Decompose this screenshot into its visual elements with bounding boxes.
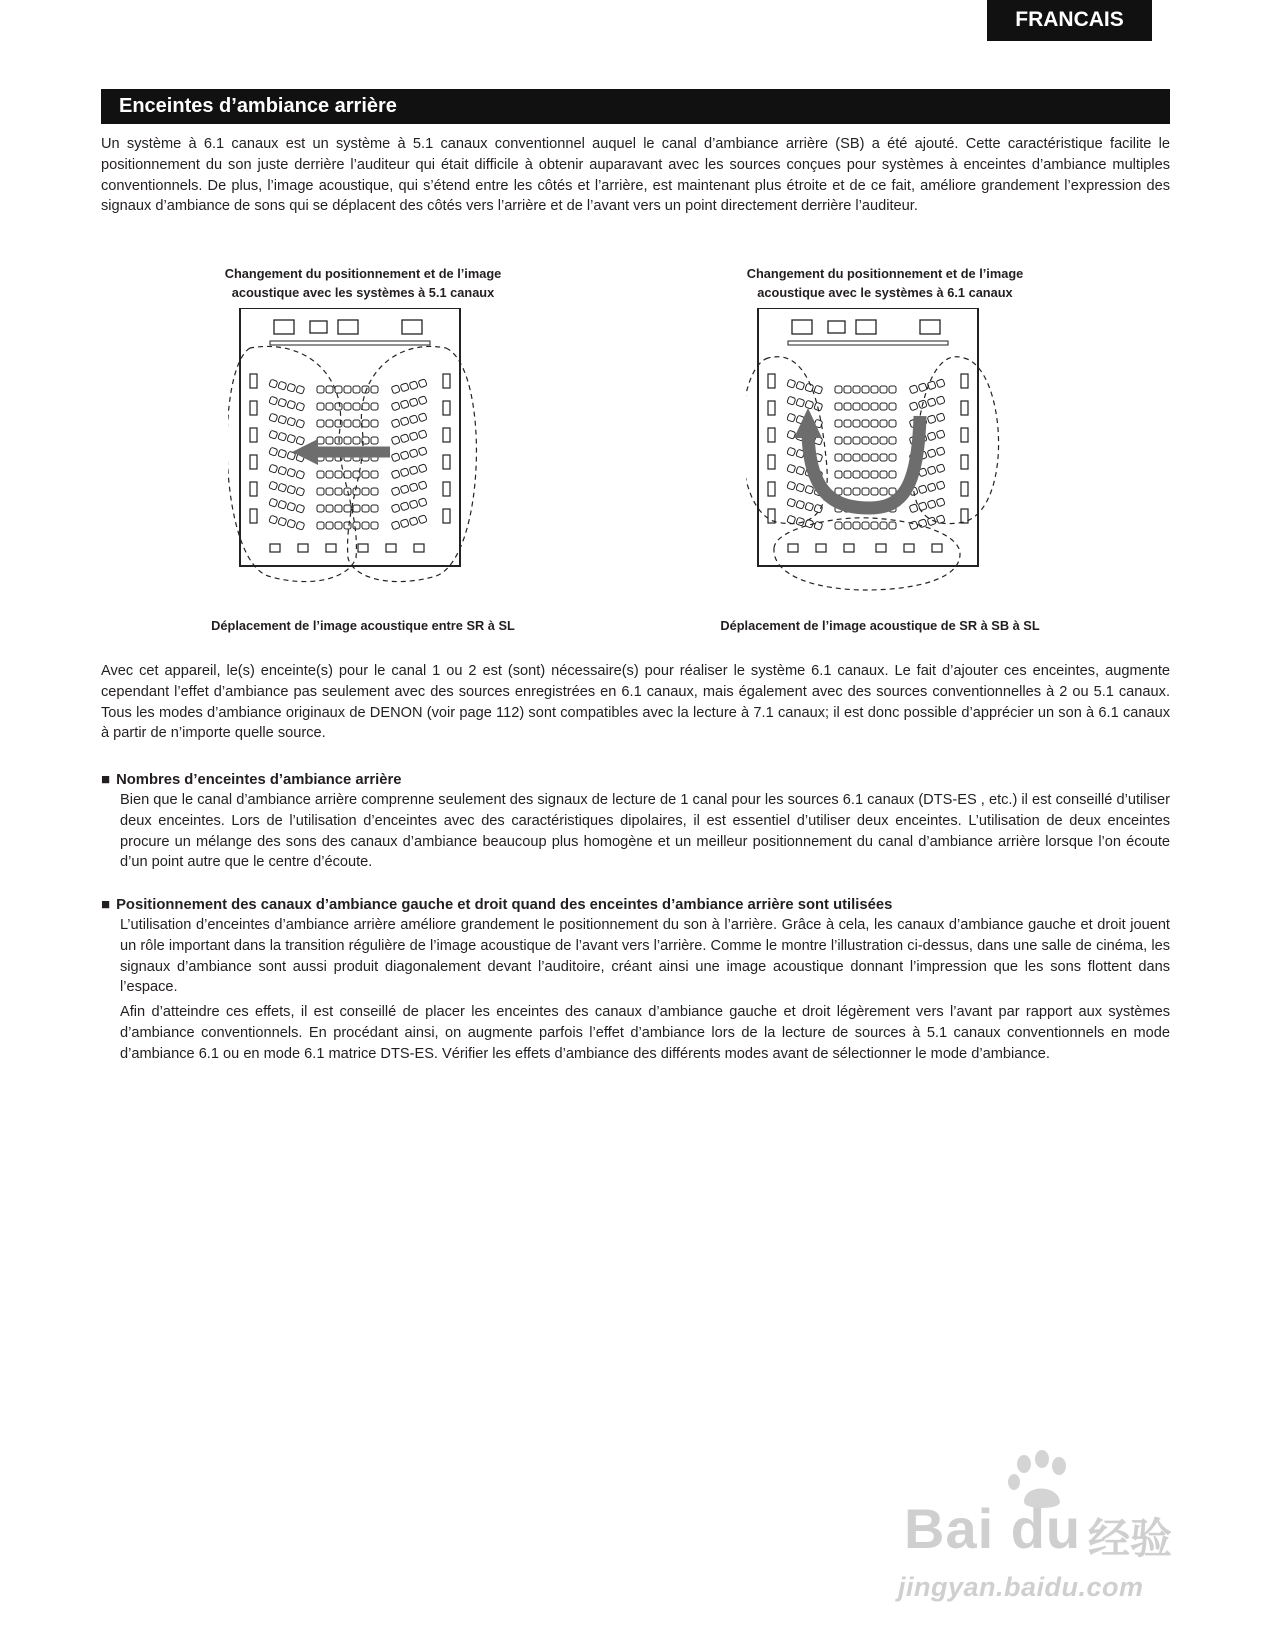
baidu-watermark bbox=[898, 1448, 1228, 1618]
seat-icon bbox=[844, 420, 851, 427]
paragraph-2: Avec cet appareil, le(s) enceinte(s) pour le canal 1 ou 2 est (sont) nécessaire(s) pour réaliser le système 6.1 canaux. Le fait d’ajouter ces enceintes, augmente cependant l’effet d’ambiance pas seulement avec des sources enregistrées en 6.1 canaux, mais également avec des sources conventionnelles à 2 ou 5.1 canaux. Tous les modes d’ambiance originaux de DENON (voir page 112) sont compatibles avec la lecture à 7.1 canaux; il est donc possible d’apprécier un son à 6.1 canaux à partir de n’importe quelle source. bbox=[101, 663, 1170, 742]
watermark-brand: Bai du bbox=[904, 1497, 1082, 1560]
seat-icon bbox=[317, 420, 324, 427]
seat-icon bbox=[862, 488, 869, 495]
seat-icon bbox=[918, 485, 927, 494]
seat-icon bbox=[871, 386, 878, 393]
seat-icon bbox=[287, 434, 296, 443]
seat-icon bbox=[862, 437, 869, 444]
side-speaker-icon bbox=[250, 455, 257, 469]
seat-icon bbox=[936, 464, 945, 473]
side-speaker-icon bbox=[443, 482, 450, 496]
rear-speaker-icon bbox=[788, 544, 798, 552]
rear-speaker-icon bbox=[298, 544, 308, 552]
side-speaker-icon bbox=[443, 455, 450, 469]
seat-icon bbox=[269, 498, 278, 507]
seat-icon bbox=[835, 420, 842, 427]
seat-icon bbox=[317, 505, 324, 512]
seat-icon bbox=[409, 381, 418, 390]
seat-icon bbox=[362, 505, 369, 512]
seat-icon bbox=[391, 385, 400, 394]
watermark-url: jingyan.baidu.com bbox=[898, 1572, 1144, 1602]
side-speaker-icon bbox=[250, 428, 257, 442]
seat-icon bbox=[409, 415, 418, 424]
seat-icon bbox=[880, 386, 887, 393]
seat-icon bbox=[278, 449, 287, 458]
screen bbox=[788, 341, 948, 345]
seat-icon bbox=[296, 487, 305, 496]
seat-icon bbox=[871, 522, 878, 529]
seat-icon bbox=[936, 396, 945, 405]
seat-icon bbox=[344, 522, 351, 529]
language-tab: FRANCAIS bbox=[987, 0, 1152, 41]
seat-icon bbox=[269, 413, 278, 422]
seat-icon bbox=[853, 420, 860, 427]
seat-icon bbox=[296, 504, 305, 513]
seat-icon bbox=[787, 447, 796, 456]
seat-icon bbox=[844, 488, 851, 495]
front-speaker-icon bbox=[274, 320, 294, 334]
front-speaker-icon bbox=[338, 320, 358, 334]
side-speaker-icon bbox=[961, 401, 968, 415]
seat-icon bbox=[400, 451, 409, 460]
front-speaker-icon bbox=[310, 321, 327, 333]
seat-icon bbox=[326, 386, 333, 393]
seat-icon bbox=[269, 447, 278, 456]
seat-icon bbox=[296, 385, 305, 394]
left-caption-line1: Changement du positionnement et de l’image bbox=[224, 266, 502, 281]
seat-icon bbox=[805, 485, 814, 494]
right-caption-line2: acoustique avec le systèmes à 6.1 canaux bbox=[757, 285, 1013, 300]
right-caption-line1: Changement du positionnement et de l’image bbox=[746, 266, 1024, 281]
seat-icon bbox=[317, 437, 324, 444]
seat-icon bbox=[909, 385, 918, 394]
seat-icon bbox=[880, 522, 887, 529]
seat-icon bbox=[927, 500, 936, 509]
seat-icon bbox=[344, 386, 351, 393]
side-speaker-icon bbox=[250, 509, 257, 523]
rear-speaker-icon bbox=[326, 544, 336, 552]
seat-icon bbox=[371, 471, 378, 478]
seat-icon bbox=[936, 379, 945, 388]
sound-image-left-zone bbox=[228, 346, 356, 581]
rear-speaker-icon bbox=[270, 544, 280, 552]
seat-icon bbox=[927, 483, 936, 492]
subsection-1-paragraph: Bien que le canal d’ambiance arrière comprenne seulement des signaux de lecture de 1 canal pour les sources 6.1 canaux (DTS-ES , etc.) il est conseillé d’utiliser deux enceintes. Lors de l’utilisation d’enceintes avec des caractéristiques dipolaires, il est essentiel d’utiliser deux enceintes. L’utilisation de deux enceintes procure un mélange des sons des canaux d’ambiance beaucoup plus homogène et un meilleur positionnement du canal d’ambiance arrière lorsque l’on écoute d’un point autre que le centre d’écoute. bbox=[120, 792, 1170, 871]
side-speaker-icon bbox=[768, 401, 775, 415]
seat-icon bbox=[317, 471, 324, 478]
seat-icon bbox=[787, 413, 796, 422]
seat-icon bbox=[400, 468, 409, 477]
seat-icon bbox=[927, 398, 936, 407]
seat-icon bbox=[418, 413, 427, 422]
seat-icon bbox=[335, 471, 342, 478]
seat-icon bbox=[862, 420, 869, 427]
seat-icon bbox=[927, 449, 936, 458]
seat-icon bbox=[787, 481, 796, 490]
seat-icon bbox=[835, 437, 842, 444]
seat-icon bbox=[835, 471, 842, 478]
seat-icon bbox=[889, 403, 896, 410]
seat-icon bbox=[326, 505, 333, 512]
seat-icon bbox=[880, 471, 887, 478]
seat-icon bbox=[796, 483, 805, 492]
seat-icon bbox=[335, 386, 342, 393]
side-speaker-icon bbox=[961, 509, 968, 523]
seat-icon bbox=[936, 481, 945, 490]
side-speaker-icon bbox=[443, 509, 450, 523]
seat-icon bbox=[889, 437, 896, 444]
seat-icon bbox=[853, 522, 860, 529]
seat-icon bbox=[853, 437, 860, 444]
subsection-2-heading bbox=[101, 895, 892, 915]
front-speaker-icon bbox=[792, 320, 812, 334]
subsection-2-paragraph-2: Afin d’atteindre ces effets, il est conseillé de placer les enceintes des canaux d’ambiance gauche et droit légèrement vers l’avant par rapport aux systèmes d’ambiance conventionnels. En procédant ainsi, on augmente parfois l’effet d’ambiance lors de la lecture de sources à 5.1 canaux conventionnels en mode d’ambiance 6.1 ou en mode 6.1 matrice DTS-ES. Vérifier les effets d’ambiance des différents modes avant de sélectionner le mode d’ambiance. bbox=[120, 1004, 1170, 1062]
theater-diagram-6-1 bbox=[746, 308, 1056, 618]
seat-icon bbox=[335, 522, 342, 529]
seat-icon bbox=[287, 519, 296, 528]
side-speaker-icon bbox=[768, 428, 775, 442]
side-speaker-icon bbox=[961, 374, 968, 388]
seat-icon bbox=[400, 383, 409, 392]
seat-icon bbox=[344, 420, 351, 427]
seat-icon bbox=[269, 430, 278, 439]
seat-icon bbox=[371, 386, 378, 393]
seat-icon bbox=[269, 379, 278, 388]
side-speaker-icon bbox=[768, 374, 775, 388]
seat-icon bbox=[871, 403, 878, 410]
seat-icon bbox=[418, 498, 427, 507]
seat-icon bbox=[287, 383, 296, 392]
seat-icon bbox=[418, 396, 427, 405]
front-speaker-icon bbox=[856, 320, 876, 334]
seat-icon bbox=[787, 379, 796, 388]
seat-icon bbox=[871, 420, 878, 427]
seat-icon bbox=[409, 449, 418, 458]
seat-icon bbox=[326, 403, 333, 410]
seat-icon bbox=[871, 471, 878, 478]
seat-icon bbox=[326, 522, 333, 529]
seat-icon bbox=[787, 396, 796, 405]
side-speaker-icon bbox=[768, 482, 775, 496]
seat-icon bbox=[278, 432, 287, 441]
subsection-2-title: Positionnement des canaux d’ambiance gauche et droit quand des enceintes d’ambiance arrière sont utilisées bbox=[116, 897, 893, 913]
seat-icon bbox=[409, 483, 418, 492]
seat-icon bbox=[353, 522, 360, 529]
seat-icon bbox=[287, 400, 296, 409]
seat-icon bbox=[909, 521, 918, 530]
seat-icon bbox=[287, 485, 296, 494]
seat-icon bbox=[344, 437, 351, 444]
seat-icon bbox=[409, 466, 418, 475]
seat-icon bbox=[880, 403, 887, 410]
seat-icon bbox=[353, 488, 360, 495]
seat-icon bbox=[909, 402, 918, 411]
seat-icon bbox=[844, 454, 851, 461]
seat-icon bbox=[278, 500, 287, 509]
front-speaker-icon bbox=[828, 321, 845, 333]
seat-icon bbox=[344, 505, 351, 512]
seat-icon bbox=[418, 379, 427, 388]
seat-icon bbox=[335, 488, 342, 495]
seat-icon bbox=[409, 398, 418, 407]
seat-icon bbox=[326, 420, 333, 427]
seat-icon bbox=[353, 386, 360, 393]
seat-icon bbox=[889, 454, 896, 461]
bullet-square-icon: ■ bbox=[101, 771, 111, 788]
seat-icon bbox=[278, 398, 287, 407]
seat-icon bbox=[418, 515, 427, 524]
seat-icon bbox=[853, 471, 860, 478]
rear-speaker-icon bbox=[844, 544, 854, 552]
seat-icon bbox=[317, 386, 324, 393]
side-speaker-icon bbox=[443, 428, 450, 442]
seat-icon bbox=[269, 396, 278, 405]
seat-icon bbox=[787, 498, 796, 507]
seat-icon bbox=[391, 470, 400, 479]
seat-icon bbox=[409, 500, 418, 509]
seat-icon bbox=[371, 522, 378, 529]
seat-icon bbox=[835, 522, 842, 529]
front-speaker-icon bbox=[402, 320, 422, 334]
seat-icon bbox=[844, 522, 851, 529]
seat-icon bbox=[853, 488, 860, 495]
seat-icon bbox=[880, 437, 887, 444]
side-speaker-icon bbox=[443, 401, 450, 415]
right-diagram-bottom-caption: Déplacement de l’image acoustique de SR à SB à SL bbox=[720, 618, 1040, 633]
side-speaker-icon bbox=[961, 455, 968, 469]
seat-icon bbox=[362, 420, 369, 427]
seat-icon bbox=[409, 432, 418, 441]
seat-icon bbox=[796, 381, 805, 390]
seat-icon bbox=[317, 403, 324, 410]
seat-icon bbox=[326, 471, 333, 478]
seat-icon bbox=[927, 432, 936, 441]
seat-icon bbox=[880, 454, 887, 461]
seat-icon bbox=[287, 468, 296, 477]
rear-speaker-icon bbox=[414, 544, 424, 552]
subsection-1-heading bbox=[101, 770, 401, 790]
side-speaker-icon bbox=[961, 482, 968, 496]
seat-icon bbox=[335, 403, 342, 410]
seat-icon bbox=[371, 488, 378, 495]
seat-icon bbox=[362, 522, 369, 529]
seat-icon bbox=[391, 521, 400, 530]
seat-icon bbox=[400, 519, 409, 528]
seat-icon bbox=[835, 403, 842, 410]
rear-speaker-icon bbox=[904, 544, 914, 552]
seat-icon bbox=[344, 403, 351, 410]
seat-icon bbox=[871, 488, 878, 495]
screen bbox=[270, 341, 430, 345]
seat-icon bbox=[787, 464, 796, 473]
seat-icon bbox=[862, 471, 869, 478]
seat-icon bbox=[853, 386, 860, 393]
seat-icon bbox=[871, 437, 878, 444]
seat-icon bbox=[400, 417, 409, 426]
seat-icon bbox=[400, 502, 409, 511]
bullet-square-icon: ■ bbox=[101, 896, 111, 913]
seat-icon bbox=[909, 504, 918, 513]
seat-icon bbox=[353, 403, 360, 410]
subsection-2-paragraph-1: L’utilisation d’enceintes d’ambiance arrière améliore grandement le positionnement du son à l’arrière. Grâce à cela, les canaux d’ambiance gauche et droit jouent un rôle important dans la transition régulière de l’image acoustique de l’avant vers l’arrière. Comme le montre l’illustration ci-dessus, dans une salle de cinéma, les signaux d’ambiance sont aussi produit diagonalement devant l’auditoire, créant ainsi une image acoustique donnant l’impression que les sons flottent dans l’espace. bbox=[120, 917, 1170, 996]
seat-icon bbox=[400, 485, 409, 494]
seat-icon bbox=[835, 386, 842, 393]
seat-icon bbox=[344, 471, 351, 478]
seat-icon bbox=[853, 403, 860, 410]
seat-icon bbox=[296, 470, 305, 479]
seat-icon bbox=[796, 500, 805, 509]
seat-icon bbox=[362, 488, 369, 495]
seat-icon bbox=[796, 398, 805, 407]
seat-icon bbox=[889, 522, 896, 529]
seat-icon bbox=[805, 400, 814, 409]
seat-icon bbox=[278, 483, 287, 492]
seat-icon bbox=[391, 487, 400, 496]
seat-icon bbox=[418, 447, 427, 456]
seat-icon bbox=[269, 481, 278, 490]
seat-icon bbox=[880, 420, 887, 427]
seat-icon bbox=[844, 471, 851, 478]
rear-speaker-icon bbox=[358, 544, 368, 552]
seat-icon bbox=[936, 430, 945, 439]
seat-icon bbox=[418, 464, 427, 473]
left-diagram-caption bbox=[168, 264, 558, 302]
left-caption-line2: acoustique avec les systèmes à 5.1 canaux bbox=[231, 285, 495, 300]
seat-icon bbox=[269, 515, 278, 524]
seat-icon bbox=[927, 466, 936, 475]
seat-icon bbox=[400, 400, 409, 409]
seat-icon bbox=[927, 415, 936, 424]
seat-icon bbox=[371, 437, 378, 444]
seat-icon bbox=[936, 413, 945, 422]
seat-icon bbox=[278, 517, 287, 526]
seat-icon bbox=[371, 420, 378, 427]
seat-icon bbox=[391, 402, 400, 411]
seat-icon bbox=[353, 505, 360, 512]
rear-speaker-icon bbox=[932, 544, 942, 552]
seat-icon bbox=[796, 466, 805, 475]
side-speaker-icon bbox=[250, 401, 257, 415]
seat-icon bbox=[317, 488, 324, 495]
side-speaker-icon bbox=[250, 482, 257, 496]
side-speaker-icon bbox=[250, 374, 257, 388]
seat-icon bbox=[296, 402, 305, 411]
seat-icon bbox=[353, 437, 360, 444]
seat-icon bbox=[400, 434, 409, 443]
seat-icon bbox=[296, 419, 305, 428]
seat-icon bbox=[844, 403, 851, 410]
seat-icon bbox=[335, 505, 342, 512]
rear-speaker-icon bbox=[386, 544, 396, 552]
seat-icon bbox=[278, 381, 287, 390]
seat-icon bbox=[269, 464, 278, 473]
seat-icon bbox=[287, 417, 296, 426]
seat-icon bbox=[936, 447, 945, 456]
seat-icon bbox=[814, 385, 823, 394]
seat-icon bbox=[296, 436, 305, 445]
seat-icon bbox=[889, 386, 896, 393]
seat-icon bbox=[880, 488, 887, 495]
watermark-cn: 经验 bbox=[1088, 1515, 1173, 1562]
seat-icon bbox=[326, 437, 333, 444]
seat-icon bbox=[317, 522, 324, 529]
seat-icon bbox=[391, 419, 400, 428]
seat-icon bbox=[889, 420, 896, 427]
seat-icon bbox=[391, 436, 400, 445]
seat-icon bbox=[936, 498, 945, 507]
seat-icon bbox=[862, 386, 869, 393]
seat-icon bbox=[805, 502, 814, 511]
seat-icon bbox=[296, 521, 305, 530]
subsection-1-title: Nombres d’enceintes d’ambiance arrière bbox=[116, 772, 402, 788]
seat-icon bbox=[853, 454, 860, 461]
seat-icon bbox=[889, 471, 896, 478]
seat-icon bbox=[371, 505, 378, 512]
right-diagram-caption bbox=[690, 264, 1080, 302]
seat-icon bbox=[409, 517, 418, 526]
front-speaker-icon bbox=[920, 320, 940, 334]
seat-icon bbox=[871, 454, 878, 461]
seat-icon bbox=[362, 471, 369, 478]
side-speaker-icon bbox=[961, 428, 968, 442]
seat-icon bbox=[844, 437, 851, 444]
seat-icon bbox=[287, 502, 296, 511]
seat-icon bbox=[391, 453, 400, 462]
theater-diagram-5-1 bbox=[228, 308, 508, 608]
seat-icon bbox=[418, 481, 427, 490]
left-diagram-bottom-caption: Déplacement de l’image acoustique entre SR à SL bbox=[211, 618, 515, 633]
seat-icon bbox=[918, 383, 927, 392]
seat-icon bbox=[844, 386, 851, 393]
seat-icon bbox=[787, 515, 796, 524]
arrow-left-icon bbox=[292, 439, 318, 465]
seat-icon bbox=[278, 466, 287, 475]
seat-icon bbox=[418, 430, 427, 439]
seat-icon bbox=[326, 488, 333, 495]
rear-speaker-icon bbox=[816, 544, 826, 552]
side-speaker-icon bbox=[443, 374, 450, 388]
side-speaker-icon bbox=[768, 455, 775, 469]
seat-icon bbox=[353, 420, 360, 427]
seat-icon bbox=[918, 519, 927, 528]
intro-paragraph: Un système à 6.1 canaux est un système à 5.1 canaux conventionnel auquel le canal d’ambiance arrière (SB) a été ajouté. Cette caractéristique facilite le positionnement du son juste derrière l’auditeur qui était difficile à obtenir auparavant avec les sources conçues pour systèmes à enceintes d’ambiance multiples conventionnels. De plus, l’image acoustique, qui s’étend entre les côtés et l’arrière, est maintenant plus étroite et de ce fait, améliore grandement l’expression des signaux d’ambiance de sons qui se déplacent des côtés vers l’arrière et de l’avant vers un point directement derrière l’auditeur. bbox=[101, 136, 1170, 215]
rear-speaker-icon bbox=[876, 544, 886, 552]
seat-icon bbox=[862, 522, 869, 529]
seat-icon bbox=[278, 415, 287, 424]
seat-icon bbox=[862, 454, 869, 461]
seat-icon bbox=[835, 454, 842, 461]
seat-icon bbox=[391, 504, 400, 513]
seat-icon bbox=[371, 403, 378, 410]
section-title: Enceintes d’ambiance arrière bbox=[101, 89, 1170, 124]
seat-icon bbox=[362, 403, 369, 410]
seat-icon bbox=[862, 403, 869, 410]
